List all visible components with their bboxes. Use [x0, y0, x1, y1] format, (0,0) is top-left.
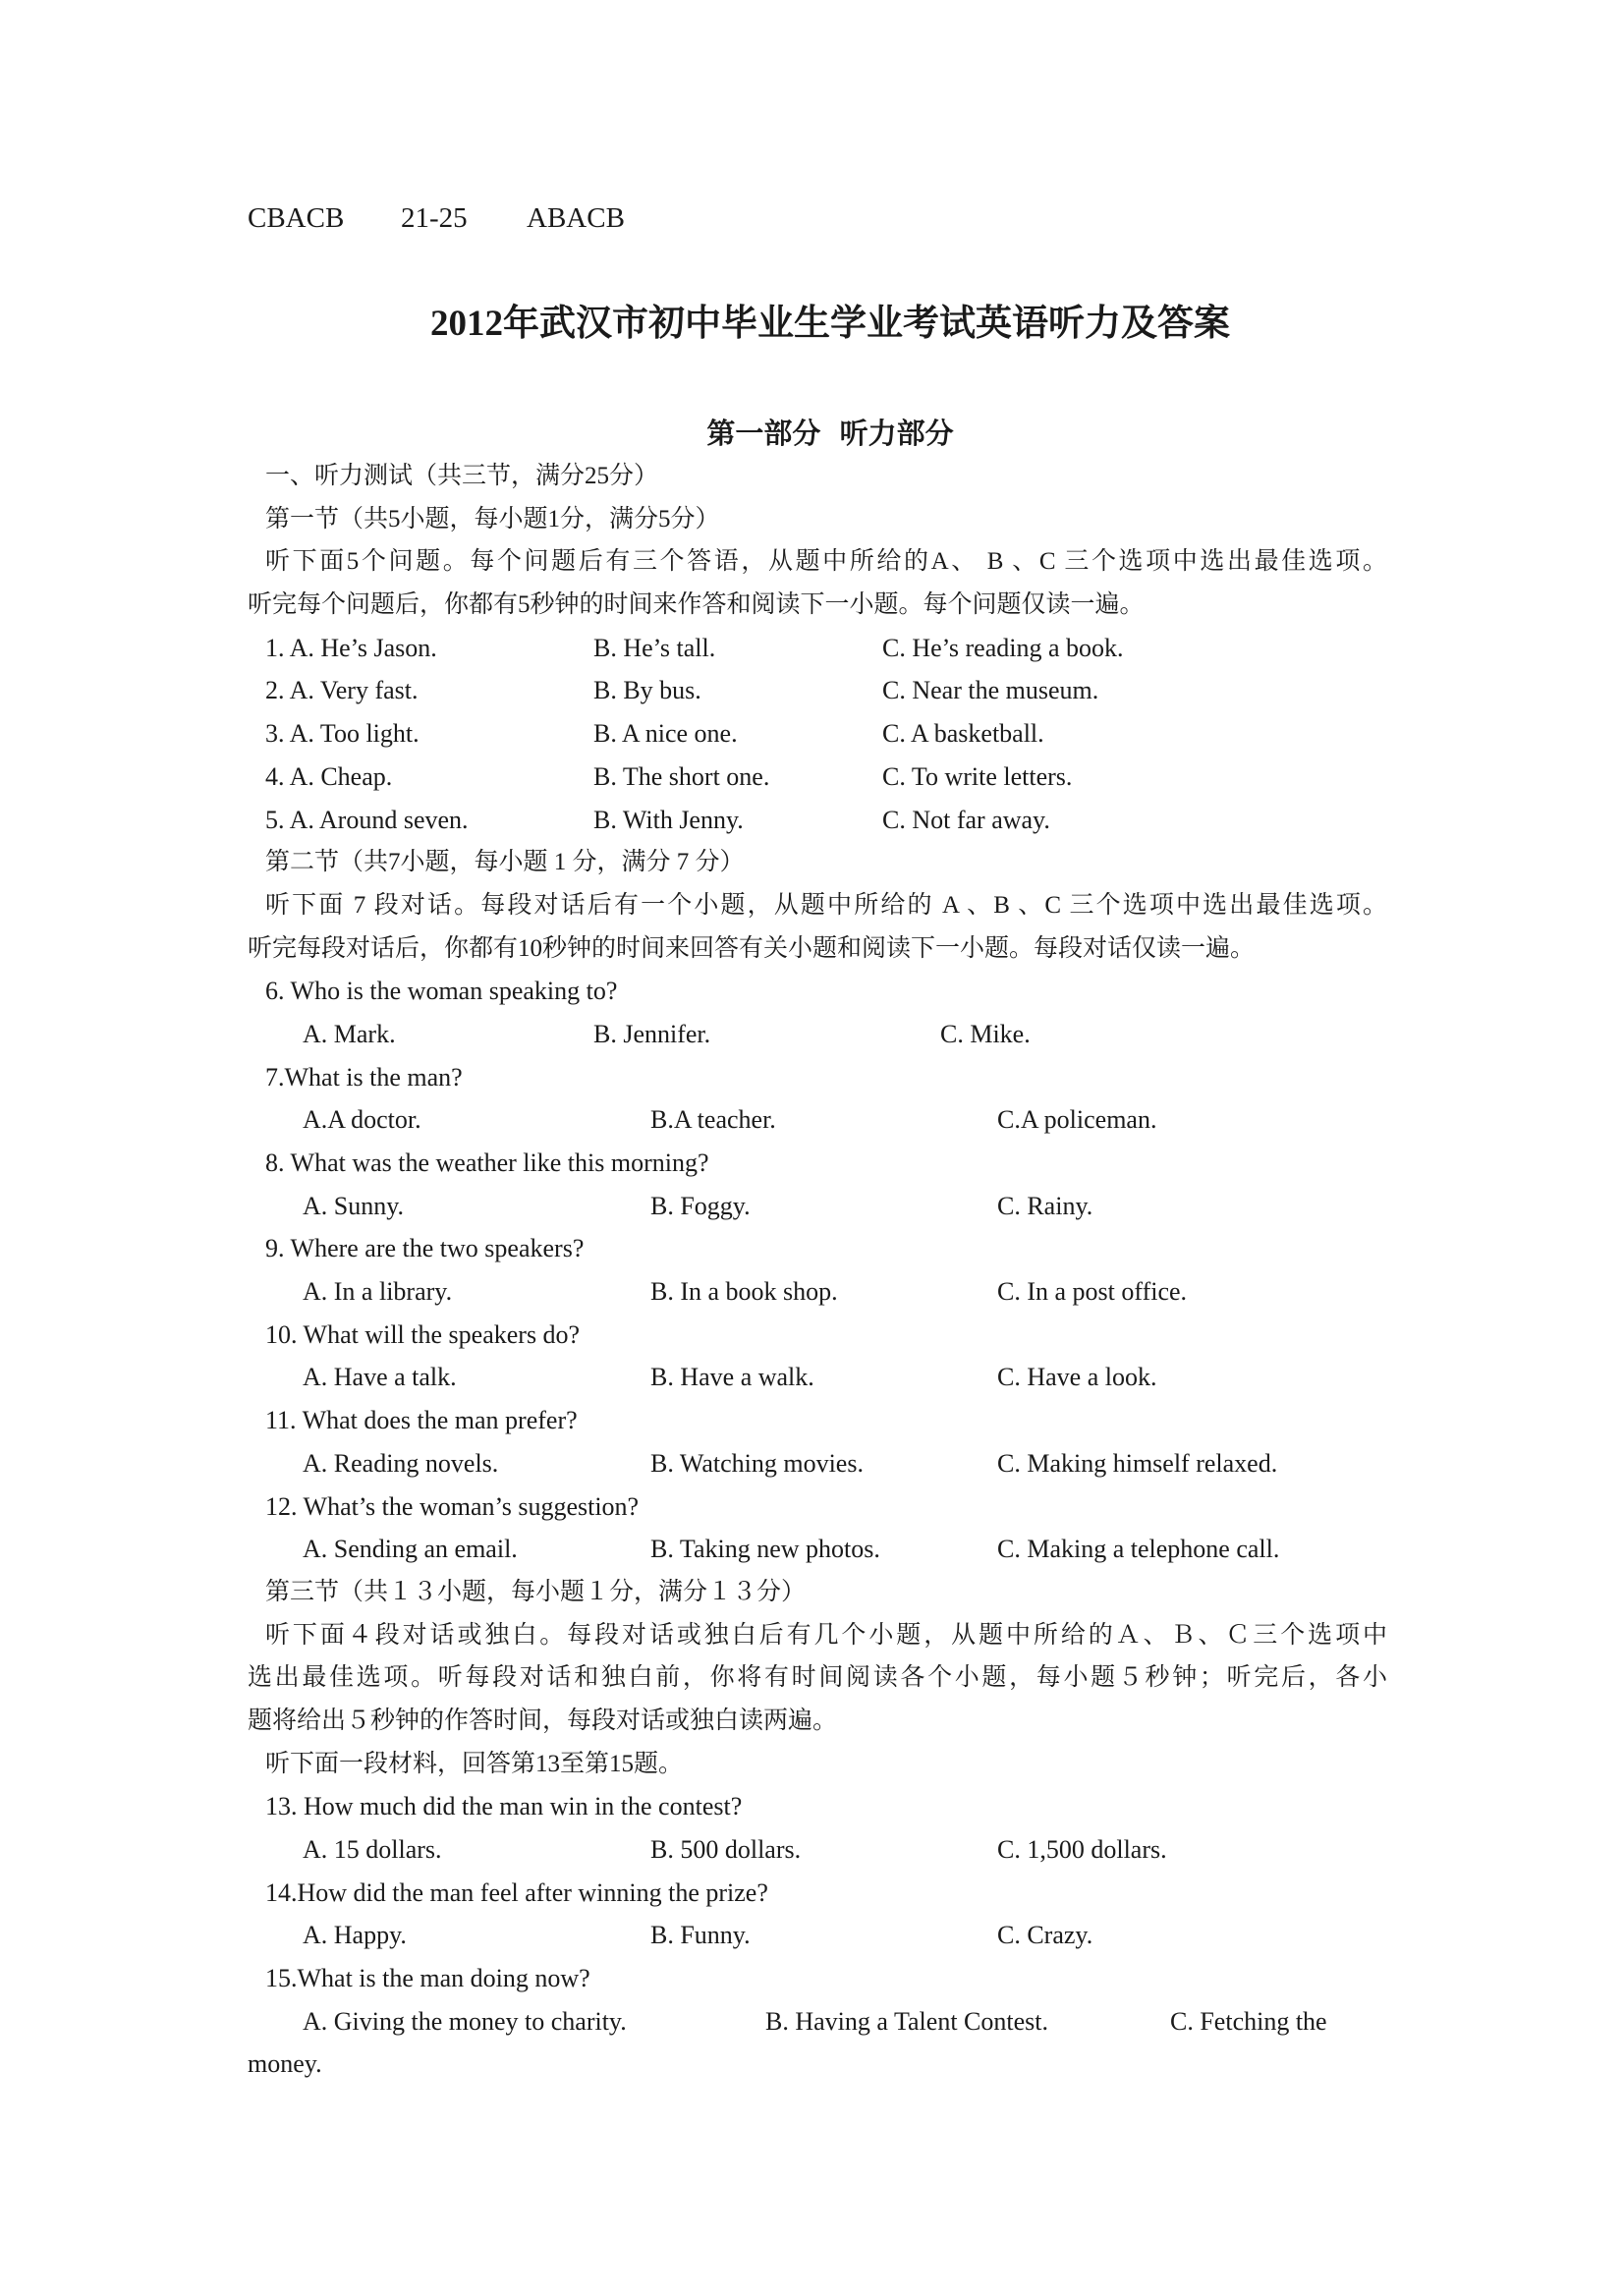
option-b: B. Having a Talent Contest.: [765, 2006, 1048, 2036]
option-a: A. Mark.: [303, 1019, 396, 1048]
answer-key-line: [248, 196, 935, 240]
question-text: 12. What’s the woman’s suggestion?: [265, 1491, 640, 1521]
option-a: A. Have a talk.: [303, 1363, 457, 1392]
option-b: B. A nice one.: [593, 719, 738, 749]
question-text: 14.How did the man feel after winning the prize?: [265, 1877, 768, 1907]
question-text: 10. What will the speakers do?: [265, 1319, 581, 1349]
option-a: 5. A. Around seven.: [265, 805, 469, 834]
option-b: B. Jennifer.: [593, 1019, 711, 1048]
option-b: B. With Jenny.: [593, 805, 744, 834]
option-c: C. To write letters.: [882, 761, 1073, 791]
option-a: 4. A. Cheap.: [265, 761, 393, 791]
instruction-line: 听下面４段对话或独白。每段对话或独白后有几个小题，从题中所给的Ａ、Ｂ、Ｃ三个选项中: [265, 1621, 1387, 1649]
question-row: [248, 627, 1387, 670]
instruction-line: 听下面 7 段对话。每段对话后有一个小题，从题中所给的 A 、B 、C 三个选项中选出最佳选项。: [265, 891, 1387, 919]
options-row: [248, 1442, 1387, 1485]
options-row: [248, 1185, 1387, 1228]
option-a: A. Reading novels.: [303, 1448, 499, 1478]
option-b: B. 500 dollars.: [650, 1835, 802, 1864]
option-a: A. 15 dollars.: [303, 1835, 442, 1864]
option-b: B. Foggy.: [650, 1191, 751, 1220]
option-b: B.A teacher.: [650, 1105, 776, 1135]
option-c-continuation: money.: [248, 2049, 322, 2079]
instruction-line: 选出最佳选项。听每段对话和独白前，你将有时间阅读各个小题，每小题５秒钟；听完后，各小: [248, 1664, 1387, 1692]
option-b: B. In a book shop.: [650, 1277, 838, 1307]
test-heading: 一、听力测试（共三节，满分25分）: [265, 463, 659, 489]
question-row: [248, 669, 1387, 712]
question-row: [248, 799, 1387, 842]
question-text: 7.What is the man?: [265, 1062, 463, 1092]
option-c: C. Making himself relaxed.: [997, 1448, 1278, 1478]
option-c: C. In a post office.: [997, 1277, 1188, 1307]
question-text: 8. What was the weather like this morning?: [265, 1148, 709, 1177]
option-c: C. He’s reading a book.: [882, 633, 1124, 662]
part-title: 第一部分 听力部分: [706, 419, 954, 450]
option-c: C. Fetching the: [1170, 2006, 1327, 2036]
options-row: [248, 1270, 1387, 1314]
option-b: B. The short one.: [593, 761, 770, 791]
instruction-line: 听下面5个问题。每个问题后有三个答语，从题中所给的A、 B 、C 三个选项中选出最佳选项。: [265, 548, 1387, 576]
question-text: 11. What does the man prefer?: [265, 1406, 578, 1435]
option-c: C. 1,500 dollars.: [997, 1835, 1167, 1864]
option-c: C. Near the museum.: [882, 676, 1099, 705]
option-b: B. Have a walk.: [650, 1363, 814, 1392]
answer-key-item: CBACB: [248, 202, 345, 234]
option-a: 2. A. Very fast.: [265, 676, 419, 705]
question-text: 9. Where are the two speakers?: [265, 1234, 585, 1263]
question-text: 15.What is the man doing now?: [265, 1964, 590, 1993]
option-b: B. By bus.: [593, 676, 701, 705]
option-b: B. He’s tall.: [593, 633, 716, 662]
option-b: B. Funny.: [650, 1921, 751, 1950]
option-a: 3. A. Too light.: [265, 719, 420, 749]
answer-key-range: 21-25: [401, 202, 468, 234]
option-c: C. Making a telephone call.: [997, 1535, 1280, 1564]
option-a: A. In a library.: [303, 1277, 453, 1307]
option-c: C. Have a look.: [997, 1363, 1157, 1392]
option-a: A. Giving the money to charity.: [303, 2006, 627, 2036]
document-title: 2012年武汉市初中毕业生学业考试英语听力及答案: [430, 304, 1230, 344]
question-text: 13. How much did the man win in the contest?: [265, 1792, 743, 1821]
question-row: [248, 712, 1387, 756]
answer-key-item: ABACB: [527, 202, 625, 234]
instruction-line: 题将给出５秒钟的作答时间，每段对话或独白读两遍。: [248, 1707, 838, 1734]
option-c: C. A basketball.: [882, 719, 1044, 749]
option-c: C.A policeman.: [997, 1105, 1157, 1135]
option-c: C. Mike.: [940, 1019, 1031, 1048]
option-a: 1. A. He’s Jason.: [265, 633, 437, 662]
question-text: 6. Who is the woman speaking to?: [265, 977, 618, 1006]
option-b: B. Taking new photos.: [650, 1535, 880, 1564]
options-row: [248, 1528, 1387, 1571]
option-c: C. Not far away.: [882, 805, 1050, 834]
options-row: [248, 2000, 1387, 2044]
options-row: [248, 1013, 1387, 1056]
options-row: [248, 1356, 1387, 1399]
option-a: A.A doctor.: [303, 1105, 421, 1135]
material-prompt: 听下面一段材料，回答第13至第15题。: [265, 1750, 684, 1777]
section-heading: 第三节（共１３小题，每小题１分，满分１３分）: [265, 1578, 807, 1605]
instruction-line: 听完每段对话后，你都有10秒钟的时间来回答有关小题和阅读下一小题。每段对话仅读一遍。: [248, 934, 1256, 962]
section-heading: 第二节（共7小题，每小题 1 分，满分 7 分）: [265, 849, 745, 876]
question-row: [248, 756, 1387, 799]
option-a: A. Sending an email.: [303, 1535, 518, 1564]
option-c: C. Crazy.: [997, 1921, 1093, 1950]
option-a: A. Sunny.: [303, 1191, 405, 1220]
option-c: C. Rainy.: [997, 1191, 1093, 1220]
options-row: [248, 1828, 1387, 1872]
options-row: [248, 1098, 1387, 1142]
options-row: [248, 1914, 1387, 1957]
option-b: B. Watching movies.: [650, 1448, 864, 1478]
instruction-line: 听完每个问题后，你都有5秒钟的时间来作答和阅读下一小题。每个问题仅读一遍。: [248, 591, 1145, 619]
section-heading: 第一节（共5小题，每小题1分，满分5分）: [265, 505, 720, 532]
listening-body: [248, 455, 1387, 2086]
option-a: A. Happy.: [303, 1921, 407, 1950]
